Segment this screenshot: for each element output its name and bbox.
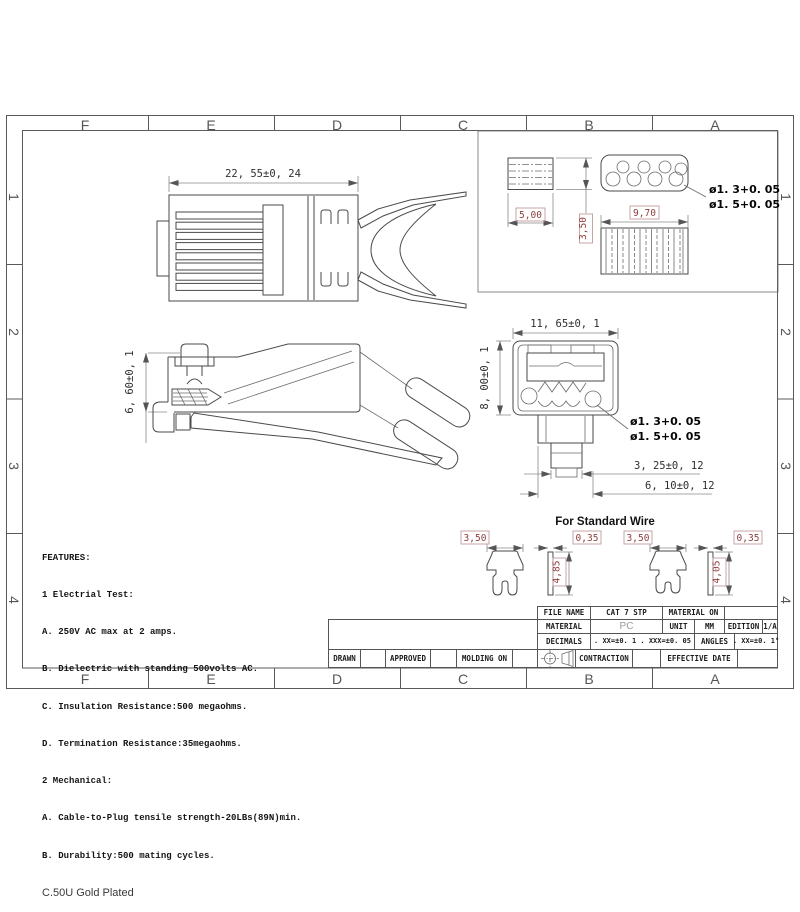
features-line: B. Dielectric with standing 500volts AC. <box>42 664 259 675</box>
contact-block <box>263 205 283 295</box>
zone-row-4-right: 4 <box>778 596 794 604</box>
top-view-plug <box>157 168 466 308</box>
approved-label: APPROVED <box>385 649 431 669</box>
dim-contact-height-2-text: 4,05 <box>711 560 723 584</box>
dim-contact-width-1-text: 3,50 <box>463 533 487 544</box>
zone-col-a-top: A <box>710 117 720 133</box>
dim-tab-large <box>520 446 715 498</box>
loadbar-side-view <box>508 158 553 190</box>
dim-contact-width-2-text: 3,50 <box>626 533 650 544</box>
wire-guide-front <box>601 155 706 197</box>
dim-rear-width-text: 11, 65±0, 1 <box>530 318 600 330</box>
contact-comb <box>176 212 263 290</box>
file-name-value: CAT 7 STP <box>590 606 663 620</box>
standard-wire-title: For Standard Wire <box>555 516 655 528</box>
dim-contact-thickness-1-text: 0,35 <box>575 533 599 544</box>
edition-value: 1/A <box>762 619 778 635</box>
drawn-value <box>360 649 386 669</box>
projection-symbol-cell <box>537 649 576 669</box>
zone-col-e-top: E <box>206 117 216 133</box>
dim-rear-width <box>513 318 618 339</box>
dim-contact-thickness-1 <box>534 531 601 548</box>
features-line-gold-plated: C.50U Gold Plated <box>42 886 134 899</box>
dim-contact-height-1-text: 4,85 <box>551 560 563 584</box>
edition-label: EDITION <box>724 619 763 635</box>
dim-contact-width-1 <box>461 531 523 552</box>
unit-value: MM <box>694 619 725 635</box>
detail-box <box>478 131 780 292</box>
features-line: D. Termination Resistance:35megaohms. <box>42 738 242 749</box>
dim-top-width <box>169 168 358 192</box>
dim-contact-thickness-2 <box>694 531 762 548</box>
side-body <box>153 344 360 432</box>
dim-guide-width <box>601 206 688 227</box>
standard-wire-section <box>461 516 762 595</box>
dim-tab-large-text: 6, 10±0, 12 <box>645 480 715 492</box>
dim-loadbar-width <box>508 193 553 227</box>
dim-contact-height-2 <box>712 552 734 595</box>
rear-neck <box>538 415 593 477</box>
features-line: 1 Electrial Test: <box>42 590 134 601</box>
features-block <box>42 527 301 912</box>
leader-line <box>684 185 706 197</box>
decimals-label: DECIMALS <box>537 633 591 650</box>
material-on-label: MATERIAL ON <box>662 606 725 620</box>
contraction-value <box>632 649 661 669</box>
latch-tab <box>157 221 169 276</box>
zone-col-c-bottom: C <box>457 671 469 687</box>
zone-row-2-right: 2 <box>778 328 794 336</box>
features-line: C. Insulation Resistance:500 megaohms. <box>42 701 248 712</box>
side-view-plug <box>124 344 474 473</box>
hole-dia-label-2b: ø1. 5+0. 05 <box>630 430 702 443</box>
angles-value: . XX=±0. 1° <box>734 633 778 650</box>
zone-col-f-top: F <box>80 117 90 133</box>
contact-front-2 <box>650 551 686 593</box>
dim-loadbar-height <box>556 158 593 243</box>
zone-col-b-top: B <box>584 117 594 133</box>
dim-top-width-text: 22, 55±0, 24 <box>225 168 301 180</box>
molding-on-value <box>512 649 538 669</box>
features-line: A. 250V AC max at 2 amps. <box>42 627 178 638</box>
contraction-label: CONTRACTION <box>575 649 633 669</box>
dim-contact-height-1 <box>552 552 574 595</box>
zone-col-e-bottom: E <box>206 671 216 687</box>
zone-row-1-left: 1 <box>6 193 22 201</box>
features-line: B. Durability:500 mating cycles. <box>42 850 215 861</box>
zone-col-c-top: C <box>457 117 469 133</box>
dim-loadbar-width-text: 5,00 <box>519 210 542 221</box>
title-block-notes-box <box>328 619 538 650</box>
zone-row-4-left: 4 <box>6 596 22 604</box>
body-step-lines <box>308 196 314 300</box>
zone-col-f-bottom: F <box>80 671 90 687</box>
dim-loadbar-height-text: 3,50 <box>578 217 589 240</box>
contact-front-1 <box>487 551 523 595</box>
dim-contact-width-2 <box>624 531 686 552</box>
hole-dia-label-2: ø1. 5+0. 05 <box>709 198 781 211</box>
dim-side-height-text: 6, 60±0, 1 <box>124 350 136 414</box>
dim-guide-width-text: 9,70 <box>633 208 656 219</box>
latch-lever <box>191 413 442 465</box>
rear-view-plug <box>479 318 715 498</box>
effective-date-label: EFFECTIVE DATE <box>660 649 738 669</box>
zone-row-3-left: 3 <box>6 462 22 470</box>
material-value: PC <box>590 619 663 635</box>
unit-label: UNIT <box>662 619 695 635</box>
zone-col-d-top: D <box>331 117 343 133</box>
zone-row-3-right: 3 <box>778 462 794 470</box>
hole-dia-label-1b: ø1. 3+0. 05 <box>630 415 702 428</box>
material-on-value <box>724 606 778 620</box>
zone-row-2-left: 2 <box>6 328 22 336</box>
zone-col-b-bottom: B <box>584 671 594 687</box>
loadbar-bottom-view <box>601 228 688 274</box>
drawn-label: DRAWN <box>328 649 361 669</box>
zone-row-1-right: 1 <box>778 193 794 201</box>
material-label: MATERIAL <box>537 619 591 635</box>
features-line: 2 Mechanical: <box>42 776 113 787</box>
dim-rear-height-text: 8, 00±0, 1 <box>479 346 491 410</box>
approved-value <box>430 649 457 669</box>
rear-wire-holes <box>521 382 628 429</box>
dim-contact-thickness-2-text: 0,35 <box>736 533 760 544</box>
angles-label: ANGLES <box>694 633 735 650</box>
zone-col-a-bottom: A <box>710 671 720 687</box>
zone-col-d-bottom: D <box>331 671 343 687</box>
file-name-label: FILE NAME <box>537 606 591 620</box>
dim-tab-small-text: 3, 25±0, 12 <box>634 460 704 472</box>
effective-date-value <box>737 649 778 669</box>
features-heading: FEATURES: <box>42 552 91 563</box>
boot-fork-top <box>358 192 466 308</box>
decimals-value: . XX=±0. 1 . XXX=±0. 05 <box>590 633 695 650</box>
strain-relief-slots <box>321 210 348 286</box>
features-line: A. Cable-to-Plug tensile strength-20LBs(89N)min. <box>42 813 302 824</box>
loadbar-hatch-lines <box>509 165 552 185</box>
hole-dia-label-1: ø1. 3+0. 05 <box>709 183 781 196</box>
dim-rear-height <box>479 341 511 415</box>
molding-on-label: MOLDING ON <box>456 649 513 669</box>
